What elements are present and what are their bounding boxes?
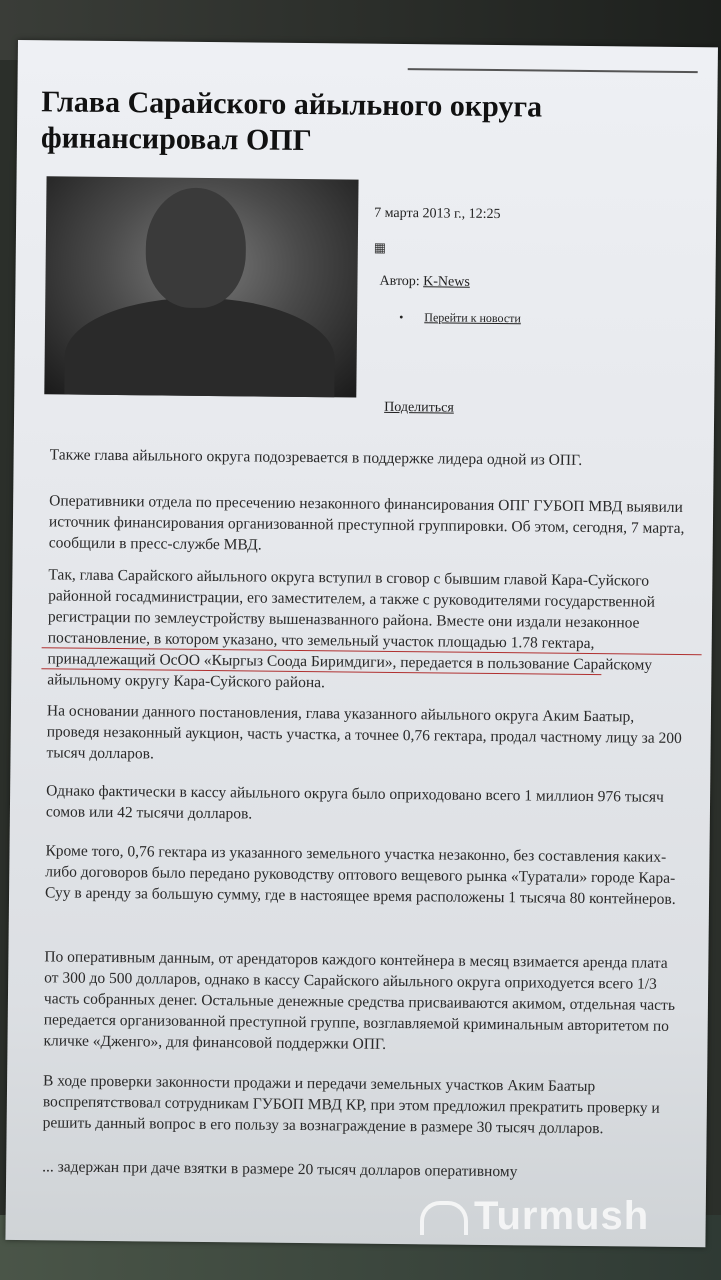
- article-author: [379, 274, 470, 291]
- photo-head: [145, 187, 246, 308]
- paragraph-2: Оперативники отдела по пресечению незаконного финансирования ОПГ ГУБОП МВД выявили источник финансирования организованной преступной группировки. Об этом, сегодня, 7 марта, сообщили в пресс-службе МВД.: [48, 492, 685, 554]
- author-link[interactable]: K-News: [423, 274, 470, 290]
- paragraph-5: Однако фактически в кассу айыльного округа было оприходовано всего 1 миллион 976 тысяч сомов или 42 тысячи долларов.: [45, 782, 664, 823]
- paragraph-6: Кроме того, 0,76 гектара из указанного земельного участка незаконно, без составления каких-либо договоров было передано руководству оптового вещевого рынка «Туратали» городе Кара-Суу в аренду за большую сумму, где в настоящее время расположены 1 тысяча 80 контейнеров.: [44, 842, 676, 908]
- paragraph-7: По оперативным данным, от арендаторов каждого контейнера в месяц взимается аренда плата от 300 до 500 долларов, однако в кассу Сарайского айыльного округа оприходуется всего 1/3 часть собранных денег. Остальные денежные средства присваиваются акимом, отдельная часть передается организованной преступной группе, возглавляемой криминальным авторитетом по кличке «Дженго», для финансовой поддержки ОПГ.: [43, 948, 676, 1053]
- paragraph-8: В ходе проверки законности продажи и передачи земельных участков Аким Баатыр воспрепятствовал сотрудникам ГУБОП МВД КР, при этом предложил прекратить проверку и решить данный вопрос в его пользу за вознаграждение в размере 30 тысяч долларов.: [42, 1072, 660, 1138]
- article-photo: [44, 176, 358, 397]
- watermark: [420, 1194, 649, 1239]
- bullet-icon: •: [399, 310, 404, 325]
- share-link[interactable]: Поделиться: [384, 399, 454, 416]
- qr-code-icon[interactable]: ▦: [373, 239, 387, 255]
- watermark-logo-icon: [420, 1201, 468, 1235]
- paragraph-9: ... задержан при даче взятки в размере 20 тысяч долларов оперативному: [42, 1158, 518, 1181]
- article-headline: Глава Сарайского айыльного округа финансировал ОПГ: [40, 85, 543, 158]
- photo-body: [64, 297, 335, 398]
- paragraph-4: На основании данного постановления, глава указанного айыльного округа Аким Баатыр, проведя незаконный аукцион, часть участка, а точнее 0,76 гектара, продал частному лицу за 200 тысяч долларов.: [46, 702, 682, 763]
- paragraph-3: Так, глава Сарайского айыльного округа вступил в сговор с бывшим главой Кара-Суйского районной госадминистрации, его заместителем, а также с руководителями государственной регистрации по землеустройству вышеназванного района. Вместе они издали незаконное постановление, в котором указано, что земельный участок площадью 1.78 гектара, принадлежащий ОсОО «Кыргыз Соода Биримдиги», передается в пользование Сарайскому айыльному округу Кара-Суйского района.: [47, 566, 656, 692]
- printed-page: [5, 40, 718, 1247]
- paragraph-lead: Также глава айыльного округа подозревается в поддержке лидера одной из ОПГ.: [49, 446, 583, 469]
- go-to-news-link[interactable]: Перейти к новости: [424, 310, 521, 326]
- author-label: Автор:: [379, 273, 420, 290]
- news-link-item: [399, 310, 521, 326]
- header-rule: [408, 68, 698, 73]
- watermark-text: Turmush: [474, 1194, 650, 1238]
- article-date: 7 марта 2013 г., 12:25: [374, 205, 501, 223]
